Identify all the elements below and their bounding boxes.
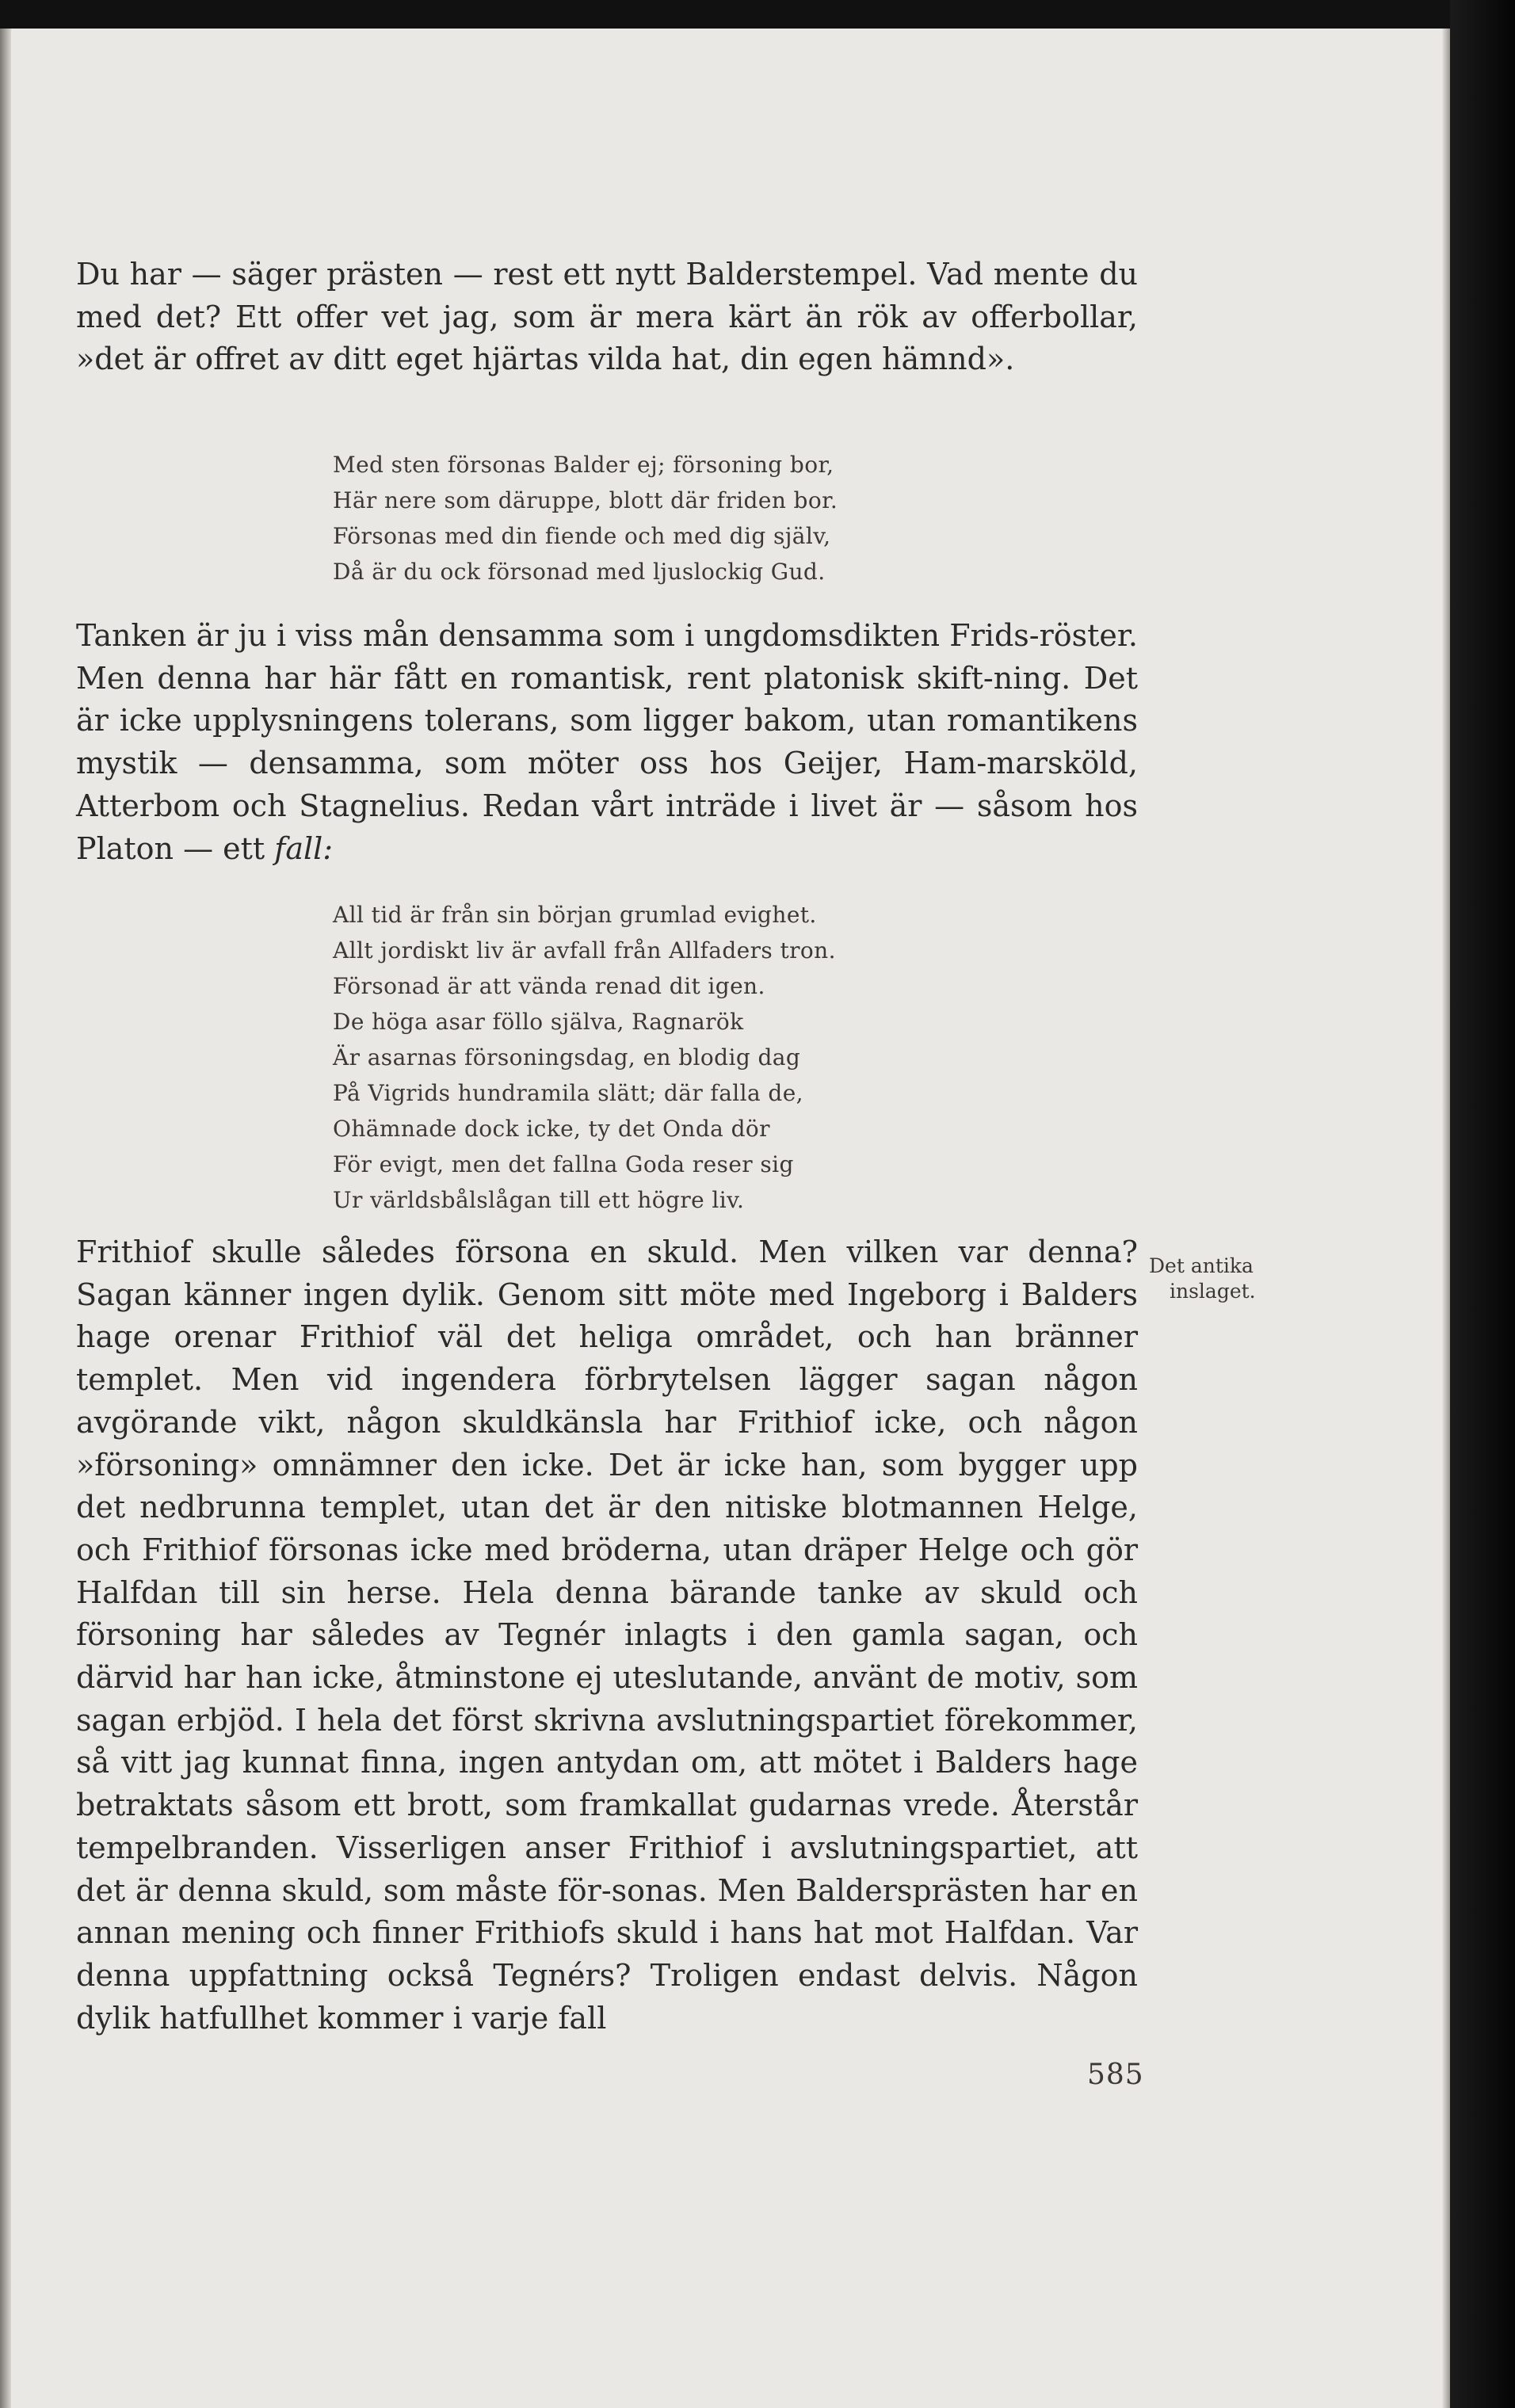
paragraph-text [76, 615, 1138, 870]
marginal-note-line: Det antika [1149, 1254, 1254, 1277]
verse-line: På Vigrids hundramila slätt; där falla de, [333, 1080, 803, 1106]
verse-line: Försonad är att vända renad dit igen. [333, 973, 765, 999]
paragraph-text: Frithiof skulle således försona en skuld. Men vilken var denna? Sagan känner ingen dylik. Genom sitt möte med Ingeborg i Balders hage orenar Frithiof väl det heliga området, och han bränner templet. Men vid ingendera förbrytelsen lägger sagan någon avgörande vikt, någon skuldkänsla har Frithiof icke, och någon »försoning» omnämner den icke. Det är icke han, som bygger upp det nedbrunna templet, utan det är den nitiske blotmannen Helge, och Frithiof försonas icke med bröderna, utan dräper Helge och gör Halfdan till sin herse. Hela denna bärande tanke av skuld och försoning har således av Tegnér inlagts i den gamla sagan, och därvid har han icke, åtminstone ej uteslutande, använt de motiv, som sagan erbjöd. I hela det först skrivna avslutningspartiet förekommer, så vitt jag kunnat finna, ingen antydan om, att mötet i Balders hage betraktats såsom ett brott, som framkallat gudarnas vrede. Återstår tempelbranden. Visserligen anser Frithiof i avslutningspartiet, att det är denna skuld, som måste för-sonas. Men Baldersprästen har en annan mening och finner Frithiofs skuld i hans hat mot Halfdan. Var denna uppfattning också Tegnérs? Troligen endast delvis. Någon dylik hatfullhet kommer i varje fall [76, 1235, 1138, 2036]
page-edge-right [1442, 29, 1450, 2408]
verse-line: All tid är från sin början grumlad evighet. [333, 902, 817, 928]
marginal-note [1149, 1254, 1307, 1304]
verse-line: Försonas med din fiende och med dig själv, [333, 523, 831, 549]
paragraph-3 [76, 1231, 1138, 2040]
paragraph-text: Du har — säger prästen — rest ett nytt Balderstempel. Vad mente du med det? Ett offer vet jag, som är mera kärt än rök av offerbollar, »det är offret av ditt eget hjärtas vilda hat, din egen hämnd». [76, 257, 1138, 377]
verse-stanza-2 [333, 897, 1046, 1218]
verse-line: De höga asar föllo själva, Ragnarök [333, 1009, 744, 1035]
marginal-note-line: inslaget. [1170, 1280, 1256, 1303]
page-number: 585 [1087, 2059, 1144, 2091]
verse-line: För evigt, men det fallna Goda reser sig [333, 1151, 794, 1177]
book-page [0, 29, 1450, 2408]
verse-line: Då är du ock försonad med ljuslockig Gud. [333, 559, 826, 585]
verse-line: Ur världsbålslågan till ett högre liv. [333, 1187, 745, 1213]
page-edge-left [0, 29, 11, 2408]
verse-line: Här nere som däruppe, blott där friden bor. [333, 487, 838, 513]
verse-line: Allt jordiskt liv är avfall från Allfaders tron. [333, 937, 836, 964]
verse-line: Är asarnas försoningsdag, en blodig dag [333, 1044, 801, 1070]
verse-line: Med sten försonas Balder ej; försoning bor, [333, 452, 834, 478]
paragraph-body: Tanken är ju i viss mån densamma som i ungdomsdikten Frids-röster. Men denna har här fått en romantisk, rent platonisk skift-ning. Det är icke upplysningens tolerans, som ligger bakom, utan romantikens mystik — densamma, som möter oss hos Geijer, Ham-marsköld, Atterbom och Stagnelius. Redan vårt inträde i livet är — såsom hos Platon — ett [76, 618, 1138, 866]
scan-border-strip [1450, 0, 1515, 2408]
paragraph-1 [76, 254, 1138, 381]
verse-stanza-1 [333, 447, 1046, 590]
paragraph-2 [76, 615, 1138, 870]
verse-line: Ohämnade dock icke, ty det Onda dör [333, 1116, 770, 1142]
italic-word: fall: [274, 830, 334, 866]
